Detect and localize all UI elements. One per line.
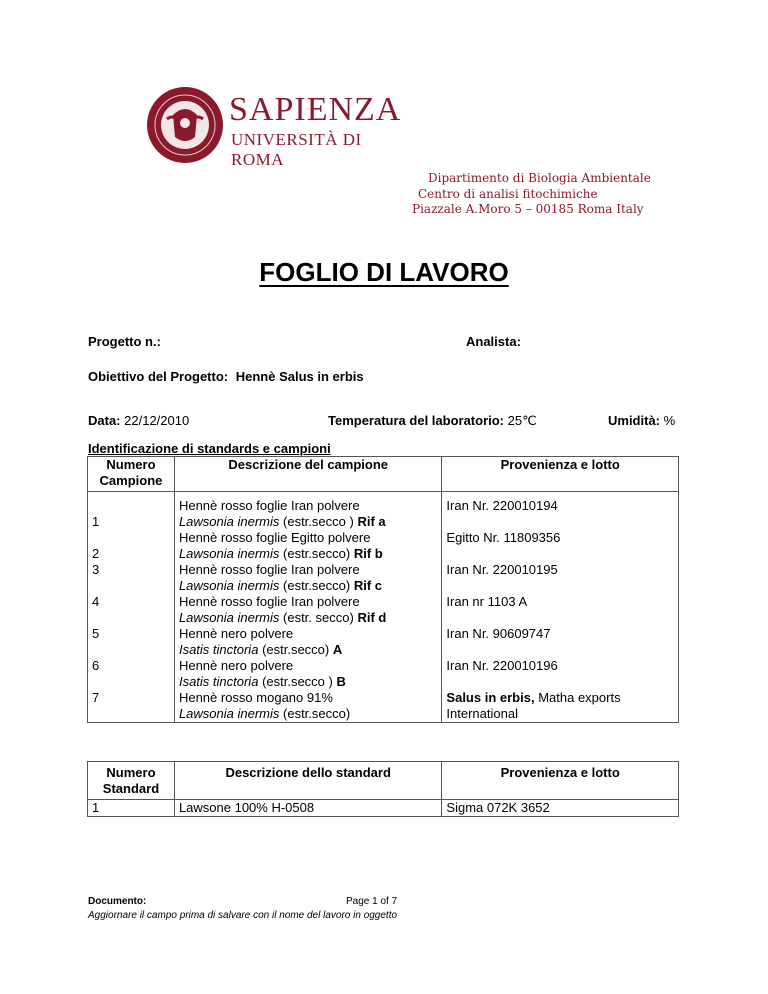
university-seal-icon bbox=[145, 85, 225, 165]
data-value: 22/12/2010 bbox=[124, 413, 190, 428]
standards-table bbox=[87, 761, 679, 817]
sample-num: 6 bbox=[92, 658, 100, 673]
analista-label: Analista: bbox=[466, 334, 521, 349]
footer-page-number: Page 1 of 7 bbox=[346, 896, 398, 907]
umid-value: % bbox=[663, 413, 676, 428]
footer-document-label: Documento: bbox=[88, 896, 147, 907]
section-title: Identificazione di standards e campioni bbox=[88, 441, 331, 456]
logo-wordmark: SAPIENZA bbox=[229, 91, 402, 128]
sample-prov: Egitto Nr. 11809356 bbox=[446, 530, 561, 545]
std-header-prov: Provenienza e lotto bbox=[442, 762, 679, 800]
std-header-num: Numero Standard bbox=[88, 762, 175, 800]
col-header-desc: Descrizione del campione bbox=[174, 457, 441, 492]
sample-num: 7 bbox=[92, 690, 100, 705]
sample-desc: Hennè rosso foglie Iran polvere Lawsonia inermis (estr.secco ) Rif a bbox=[178, 498, 386, 529]
standards-header-row bbox=[88, 762, 679, 800]
footer-note: Aggiornare il campo prima di salvare con il nome del lavoro in oggetto bbox=[88, 910, 398, 921]
data-field bbox=[88, 413, 189, 428]
umid-label: Umidità: bbox=[608, 413, 660, 428]
std-header-desc: Descrizione dello standard bbox=[174, 762, 441, 800]
sample-prov: Iran Nr. 220010196 bbox=[446, 658, 558, 673]
sample-desc-cell bbox=[174, 492, 441, 723]
data-label: Data: bbox=[88, 413, 121, 428]
umid-field bbox=[608, 413, 675, 428]
samples-body bbox=[88, 492, 679, 723]
sample-num: 1 bbox=[92, 514, 100, 529]
sample-desc: Hennè rosso foglie Iran polvere Lawsonia inermis (estr.secco) Rif c bbox=[178, 562, 382, 593]
std-prov: Sigma 072K 3652 bbox=[442, 800, 679, 817]
progetto-label: Progetto n.: bbox=[88, 334, 161, 349]
sample-prov: Iran Nr. 220010194 bbox=[446, 498, 558, 513]
sample-num: 3 bbox=[92, 562, 100, 577]
samples-header-row bbox=[88, 457, 679, 492]
sample-desc: Hennè nero polvere Isatis tinctoria (estr.secco ) B bbox=[178, 658, 346, 689]
logo-university: UNIVERSITÀ DI ROMA bbox=[231, 130, 362, 169]
col-header-prov: Provenienza e lotto bbox=[442, 457, 679, 492]
dept-line-1: Dipartimento di Biologia Ambientale bbox=[428, 171, 651, 185]
standard-row bbox=[88, 800, 679, 817]
sample-desc: Hennè rosso foglie Iran polvere Lawsonia inermis (estr. secco) Rif d bbox=[178, 594, 387, 625]
temp-value: 25℃ bbox=[507, 413, 537, 428]
sample-prov: Salus in erbis, Matha exports International bbox=[446, 690, 621, 721]
dept-line-2: Centro di analisi fitochimiche bbox=[418, 187, 598, 201]
page-title: FOGLIO DI LAVORO bbox=[259, 257, 509, 287]
sample-desc: Hennè rosso mogano 91% Lawsonia inermis (estr.secco) bbox=[178, 690, 351, 721]
sample-prov: Iran Nr. 220010195 bbox=[446, 562, 558, 577]
sample-prov-cell bbox=[442, 492, 679, 723]
sample-prov: Iran Nr. 90609747 bbox=[446, 626, 551, 641]
dept-line-3: Piazzale A.Moro 5 – 00185 Roma Italy bbox=[412, 202, 644, 216]
obiettivo-value: Hennè Salus in erbis bbox=[235, 369, 364, 384]
obiettivo-label: Obiettivo del Progetto: bbox=[88, 369, 229, 384]
temp-label: Temperatura del laboratorio: bbox=[328, 413, 505, 428]
university-logo bbox=[145, 85, 410, 169]
sample-num: 2 bbox=[92, 546, 100, 561]
col-header-num: Numero Campione bbox=[88, 457, 175, 492]
sample-num-cell bbox=[88, 492, 175, 723]
samples-table bbox=[87, 456, 679, 723]
sample-num: 4 bbox=[92, 594, 100, 609]
std-num: 1 bbox=[88, 800, 175, 817]
sample-desc: Hennè rosso foglie Egitto polvere Lawsonia inermis (estr.secco) Rif b bbox=[178, 530, 383, 561]
sample-desc: Hennè nero polvere Isatis tinctoria (estr.secco) A bbox=[178, 626, 343, 657]
obiettivo-row bbox=[88, 369, 364, 384]
temp-field bbox=[328, 413, 537, 429]
std-desc: Lawsone 100% H-0508 bbox=[174, 800, 441, 817]
sample-num: 5 bbox=[92, 626, 100, 641]
sample-prov: Iran nr 1103 A bbox=[446, 594, 528, 609]
